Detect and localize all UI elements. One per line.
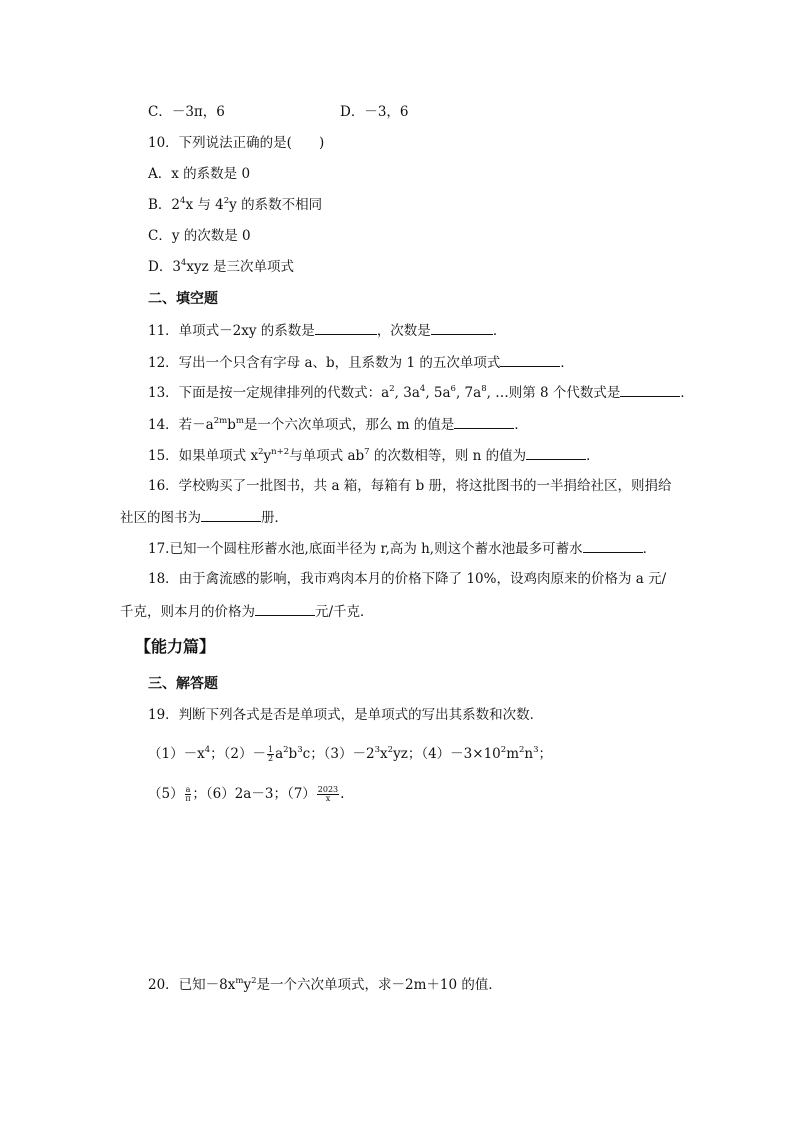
answer-blank[interactable]	[431, 320, 493, 335]
section-title-fill-blank: 二、填空题	[148, 291, 218, 307]
fraction: $\frac{a}{\pi}$	[185, 785, 191, 803]
question-19-items-row-1: $(1)-x^4$；（2）－ $\frac{1}{2}$ $a^2b^3c$；$(3)-2^3x^2yz$；$(4)-3\times 10^2m^2n^3$；	[148, 745, 553, 763]
answer-blank[interactable]	[255, 601, 315, 616]
question-16-line-2: 社区的图书为 册．	[120, 507, 288, 528]
fraction: $\frac{2023}{x}$	[317, 785, 339, 803]
q10-option-b: B．$2^4x$ 与 $4^2y$ 的系数不相同	[148, 196, 323, 213]
question-16-line-1: 16．学校购买了一批图书，共 a 箱，每箱有 b 册，将这批图书的一半捐给社区，则捐给	[148, 478, 672, 494]
answer-blank[interactable]	[500, 352, 560, 367]
q10-stem: 10．下列说法正确的是( )	[148, 135, 325, 151]
answer-blank[interactable]	[620, 382, 680, 397]
question-12: 12．写出一个只含有字母 a、b，且系数为 1 的五次单项式 ．	[148, 352, 574, 373]
answer-blank[interactable]	[454, 414, 514, 429]
question-13: 13．下面是按一定规律排列的代数式：$a^2$, $3a^4$, $5a^6$, $7a^8$, …则第 8 个代数式是 ．	[148, 384, 694, 401]
question-17: 17.已知一个圆柱形蓄水池,底面半径为 r,高为 h,则这个蓄水池最多可蓄水 ．	[148, 538, 656, 559]
q10-option-a: A．x 的系数是 0	[148, 166, 251, 182]
question-18-line-1: 18．由于禽流感的影响，我市鸡肉本月的价格下降了 10%，设鸡肉原来的价格为 a 元/	[148, 571, 667, 587]
question-15: 15．如果单项式 $x^2y^{n+2}$与单项式 $ab^7$ 的次数相等，则 n 的值为 ．	[148, 447, 600, 464]
q9-option-d: D．－3，6	[340, 104, 409, 120]
chapter-title: 【能力篇】	[135, 637, 216, 656]
question-14: 14．若$-a^{2m}b^m$是一个六次单项式，那么 m 的值是 ．	[148, 416, 528, 433]
fraction: $\frac{1}{2}$	[267, 745, 274, 763]
question-11: 11．单项式－2xy 的系数是 ，次数是 ．	[148, 320, 506, 341]
answer-blank[interactable]	[583, 538, 643, 553]
question-19-stem: 19．判断下列各式是否是单项式，是单项式的写出其系数和次数．	[148, 707, 544, 723]
q9-option-c: C．－3π，6	[148, 104, 225, 120]
question-19-items-row-2: （5） $\frac{a}{\pi}$ ；（6）2a－3；（7） $\frac{2023}{x}$ .	[148, 785, 345, 803]
question-20: 20．已知$-8x^my^2$是一个六次单项式，求－2m＋10 的值．	[148, 976, 502, 993]
q10-option-c: C．y 的次数是 0	[148, 228, 251, 244]
q10-option-d: D．$3^4xyz$ 是三次单项式	[148, 258, 294, 275]
answer-blank[interactable]	[315, 320, 377, 335]
answer-blank[interactable]	[201, 507, 261, 522]
answer-blank[interactable]	[526, 445, 586, 460]
section-title-solve: 三、解答题	[148, 676, 218, 692]
question-18-line-2: 千克，则本月的价格为 元/千克．	[120, 601, 374, 622]
